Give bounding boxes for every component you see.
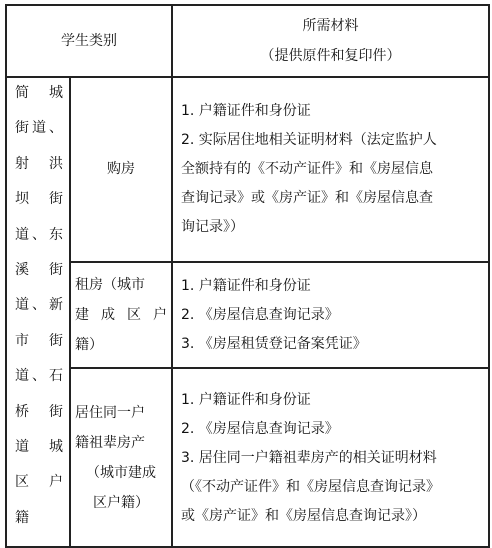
material-line: 2. 实际居住地相关证明材料（法定监护人 [181,132,437,149]
header-row [6,5,489,77]
district-line: 简 城 [15,85,63,101]
district-line: 溪 街 [15,261,63,278]
district-line: 道、新 [15,297,63,314]
category-line: 购房 [107,161,135,178]
requirements-table [5,4,490,548]
material-line: 查询记录》或《房产证》和《房屋信息查 [181,190,433,207]
district-line: 桥 街 [15,403,63,420]
category-line: （城市建成 [86,464,156,481]
category-cell [70,262,172,369]
district-line: 区 户 [15,474,63,491]
materials-cell [172,368,489,547]
header-materials-subtitle: （提供原件和复印件） [260,48,401,64]
category-line: 籍祖辈房产 [75,434,145,451]
district-line: 坝 街 [15,191,63,208]
material-line: 1. 户籍证件和身份证 [181,278,311,295]
material-line: 全额持有的《不动产证件》和《房屋信息 [181,161,433,178]
district-line: 市 街 [15,332,63,349]
table-row-purchase [6,77,489,262]
header-student-category-label: 学生类别 [61,33,117,49]
category-line: 建成区户 [75,307,167,324]
table-row-grandparent-property [6,368,489,547]
district-line: 道、东 [15,226,63,243]
material-line: 2. 《房屋信息查询记录》 [181,307,339,324]
category-line: 籍） [75,337,103,354]
district-line: 街道、 [15,120,63,137]
district-line: 道、石 [15,368,63,385]
material-line: 3. 居住同一户籍祖辈房产的相关证明材料 [181,449,437,466]
materials-cell [172,262,489,369]
materials-cell [172,77,489,262]
district-line: 籍 [15,509,29,526]
material-line: 询记录》） [181,219,244,236]
material-line: 或《房产证》和《房屋信息查询记录》） [181,507,426,524]
header-student-category [6,5,172,77]
district-line: 道 城 [15,438,63,455]
material-line: 1. 户籍证件和身份证 [181,103,311,120]
header-materials-title: 所需材料 [302,18,359,34]
category-line: 租房（城市 [75,277,145,294]
district-cell [6,77,70,547]
material-line: 3. 《房屋租赁登记备案凭证》 [181,336,367,353]
material-line: 1. 户籍证件和身份证 [181,391,311,408]
category-cell [70,368,172,547]
material-line: （《不动产证件》和《房屋信息查询记录》 [181,478,440,495]
material-line: 2. 《房屋信息查询记录》 [181,420,339,437]
district-line: 射 洪 [15,155,63,172]
category-cell [70,77,172,262]
table-row-rent [6,262,489,369]
header-materials [172,5,489,77]
category-line: 居住同一户 [75,404,145,421]
category-line: 区户籍） [93,494,149,511]
